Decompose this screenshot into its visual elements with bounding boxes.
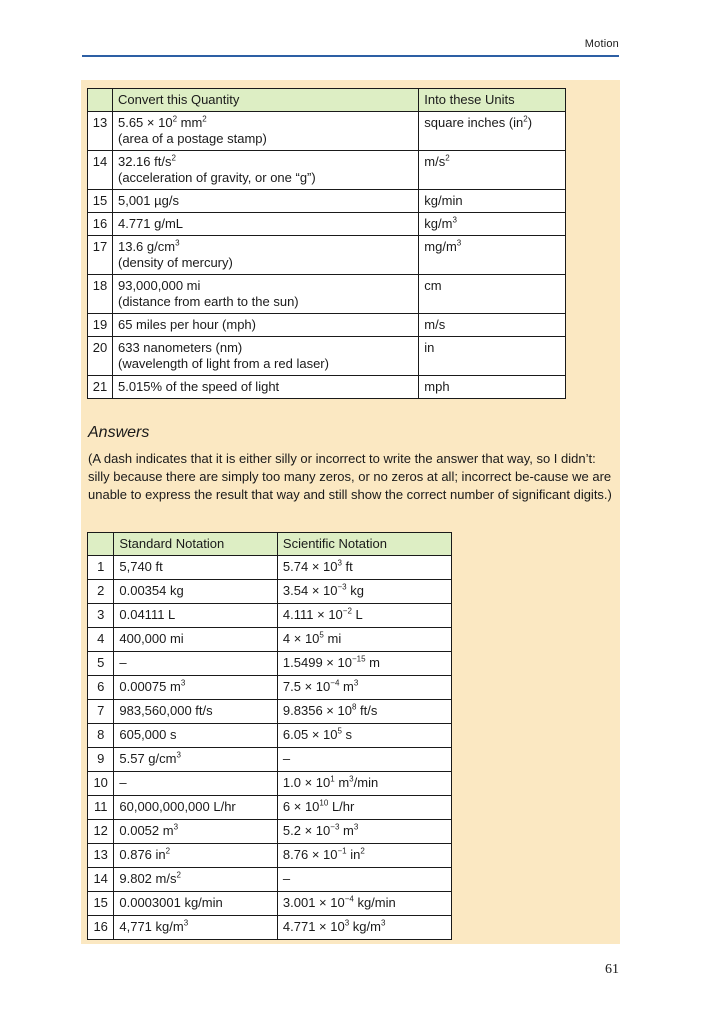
scientific-notation-cell: $6.05 \times 10^5$ s	[277, 724, 451, 748]
table-row	[88, 151, 566, 190]
row-number: 2	[88, 580, 114, 604]
standard-notation-cell: 5,740 ft	[114, 556, 278, 580]
quantity-cell: 93,000,000 mi (distance from earth to the sun)	[112, 275, 418, 314]
conversion-table-header	[88, 89, 566, 112]
units-cell: m/s	[419, 314, 566, 337]
row-number: 15	[88, 190, 113, 213]
units-cell: cm	[419, 275, 566, 314]
scientific-notation-cell: $4.111 \times 10^{-2}$ L	[277, 604, 451, 628]
column-header-quantity: Convert this Quantity	[112, 89, 418, 112]
header-rule	[82, 55, 619, 57]
standard-notation-cell: 605,000 s	[114, 724, 278, 748]
row-number: 11	[88, 796, 114, 820]
answers-heading: Answers	[88, 424, 150, 441]
table-row	[88, 112, 566, 151]
table-row	[88, 868, 452, 892]
row-number: 17	[88, 236, 113, 275]
table-row	[88, 628, 452, 652]
quantity-cell: 65 miles per hour (mph)	[112, 314, 418, 337]
table-row	[88, 892, 452, 916]
scientific-notation-cell: $4.771 \times 10^3$ $kg/m^3$	[277, 916, 451, 940]
quantity-cell: $5.65 \times 10^2$ $mm^2$ (area of a postage stamp)	[112, 112, 418, 151]
row-number: 1	[88, 556, 114, 580]
scientific-notation-cell: –	[277, 868, 451, 892]
scientific-notation-cell: $5.74 \times 10^3$ ft	[277, 556, 451, 580]
scientific-notation-cell: $1.5499 \times 10^{-15}$ m	[277, 652, 451, 676]
table-row	[88, 337, 566, 376]
row-number: 7	[88, 700, 114, 724]
table-row	[88, 820, 452, 844]
table-row	[88, 604, 452, 628]
row-number: 6	[88, 676, 114, 700]
scientific-notation-cell: $7.5 \times 10^{-4}$ $m^3$	[277, 676, 451, 700]
scientific-notation-cell: $5.2 \times 10^{-3}$ $m^3$	[277, 820, 451, 844]
units-cell: in	[419, 337, 566, 376]
section-title: Motion	[584, 38, 619, 50]
scientific-notation-cell: $9.8356 \times 10^8$ ft/s	[277, 700, 451, 724]
row-number: 14	[88, 151, 113, 190]
column-header-scientific: Scientific Notation	[277, 533, 451, 556]
table-row	[88, 652, 452, 676]
quantity-cell: 32.16 $ft/s^2$ (acceleration of gravity, or one “g”)	[112, 151, 418, 190]
table-row	[88, 236, 566, 275]
standard-notation-cell: 9.802 $m/s^2$	[114, 868, 278, 892]
table-row	[88, 700, 452, 724]
scientific-notation-cell: –	[277, 748, 451, 772]
table-row	[88, 376, 566, 399]
units-cell: kg/min	[419, 190, 566, 213]
standard-notation-cell: 0.0052 $m^3$	[114, 820, 278, 844]
row-number: 5	[88, 652, 114, 676]
units-cell: square inches $(in^2)$	[419, 112, 566, 151]
column-header-standard: Standard Notation	[114, 533, 278, 556]
scientific-notation-cell: $1.0 \times 10^1$ $m^3/\min$	[277, 772, 451, 796]
table-row	[88, 676, 452, 700]
conversion-table	[87, 88, 566, 399]
standard-notation-cell: 983,560,000 ft/s	[114, 700, 278, 724]
table-row	[88, 314, 566, 337]
scientific-notation-cell: $6 \times 10^{10}$ L/hr	[277, 796, 451, 820]
quantity-cell: 13.6 $g/cm^3$ (density of mercury)	[112, 236, 418, 275]
row-number: 4	[88, 628, 114, 652]
column-header-number	[88, 533, 114, 556]
table-row	[88, 556, 452, 580]
column-header-number	[88, 89, 113, 112]
units-cell: $kg/m^3$	[419, 213, 566, 236]
standard-notation-cell: 400,000 mi	[114, 628, 278, 652]
table-row	[88, 772, 452, 796]
row-number: 9	[88, 748, 114, 772]
row-number: 15	[88, 892, 114, 916]
standard-notation-cell: 60,000,000,000 L/hr	[114, 796, 278, 820]
table-row	[88, 916, 452, 940]
table-row	[88, 724, 452, 748]
row-number: 10	[88, 772, 114, 796]
quantity-cell: 5,001 µg/s	[112, 190, 418, 213]
row-number: 14	[88, 868, 114, 892]
quantity-cell: 4.771 g/mL	[112, 213, 418, 236]
quantity-cell: 5.015% of the speed of light	[112, 376, 418, 399]
row-number: 13	[88, 112, 113, 151]
row-number: 16	[88, 916, 114, 940]
answers-table-header	[88, 533, 452, 556]
units-cell: $m/s^2$	[419, 151, 566, 190]
table-row	[88, 580, 452, 604]
standard-notation-cell: 4,771 $kg/m^3$	[114, 916, 278, 940]
row-number: 21	[88, 376, 113, 399]
standard-notation-cell: 5.57 $g/cm^3$	[114, 748, 278, 772]
standard-notation-cell: 0.00354 kg	[114, 580, 278, 604]
table-row	[88, 844, 452, 868]
scientific-notation-cell: $4 \times 10^5$ mi	[277, 628, 451, 652]
answers-note: (A dash indicates that it is either silly or incorrect to write the answer that way, so I didn’t: silly because there are simply too many zeros, or no zeros at all; incorrect be-cause we are unable to express the result that way and still show the correct number of significant digits.)	[88, 451, 612, 502]
answers-table	[87, 532, 452, 940]
standard-notation-cell: 0.04111 L	[114, 604, 278, 628]
scientific-notation-cell: $8.76 \times 10^{-1}$ $in^2$	[277, 844, 451, 868]
standard-notation-cell: 0.0003001 kg/min	[114, 892, 278, 916]
table-row	[88, 748, 452, 772]
row-number: 18	[88, 275, 113, 314]
units-cell: mph	[419, 376, 566, 399]
standard-notation-cell: 0.00075 $m^3$	[114, 676, 278, 700]
standard-notation-cell: –	[114, 652, 278, 676]
standard-notation-cell: –	[114, 772, 278, 796]
row-number: 13	[88, 844, 114, 868]
standard-notation-cell: 0.876 $in^2$	[114, 844, 278, 868]
scientific-notation-cell: $3.001 \times 10^{-4}$ kg/min	[277, 892, 451, 916]
row-number: 12	[88, 820, 114, 844]
row-number: 3	[88, 604, 114, 628]
units-cell: $mg/m^3$	[419, 236, 566, 275]
table-row	[88, 190, 566, 213]
page-number: 61	[605, 962, 619, 977]
table-row	[88, 213, 566, 236]
table-row	[88, 275, 566, 314]
quantity-cell: 633 nanometers (nm) (wavelength of light from a red laser)	[112, 337, 418, 376]
table-row	[88, 796, 452, 820]
scientific-notation-cell: $3.54 \times 10^{-3}$ kg	[277, 580, 451, 604]
row-number: 19	[88, 314, 113, 337]
row-number: 20	[88, 337, 113, 376]
row-number: 8	[88, 724, 114, 748]
row-number: 16	[88, 213, 113, 236]
column-header-units: Into these Units	[419, 89, 566, 112]
